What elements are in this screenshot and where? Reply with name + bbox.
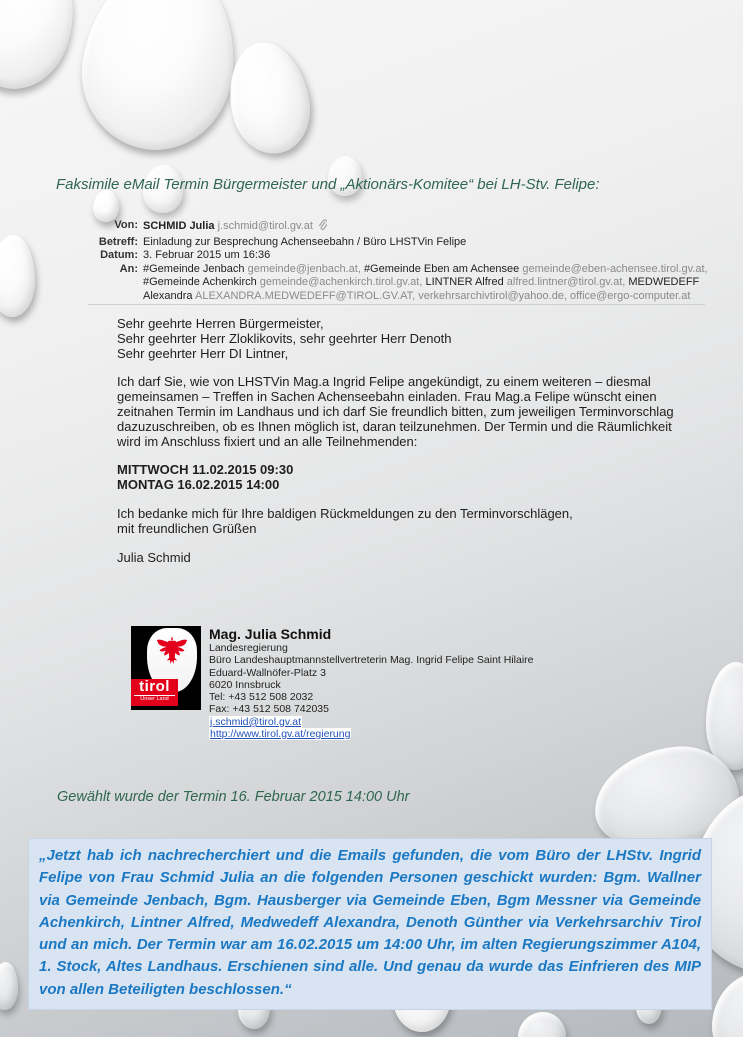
from-value bbox=[138, 219, 708, 236]
signature-line: Tel: +43 512 508 2032 bbox=[209, 691, 314, 704]
tirol-logo-wordmark bbox=[131, 679, 178, 706]
water-droplet bbox=[72, 0, 246, 160]
signature-text bbox=[201, 626, 534, 740]
page-title: Faksimile eMail Termin Bürgermeister und „Aktionärs-Komitee“ bei LH-Stv. Felipe: bbox=[56, 176, 600, 193]
signature-line: 6020 Innsbruck bbox=[209, 678, 281, 691]
tirol-logo-subtext: Unser Land bbox=[134, 695, 175, 703]
date-label: Datum: bbox=[100, 249, 138, 262]
recipient-address: gemeinde@jenbach.at, bbox=[247, 262, 364, 275]
sender-address: j.schmid@tirol.gv.at bbox=[217, 220, 313, 232]
email-paragraph: Ich bedanke mich für Ihre baldigen Rückmeldungen zu den Terminvorschlägen, mit freundlichen Grüßen bbox=[117, 505, 573, 536]
water-droplet bbox=[219, 35, 319, 161]
recipient-address: gemeinde@eben-achensee.tirol.gv.at, bbox=[522, 262, 708, 275]
signature-name: Mag. Julia Schmid bbox=[209, 626, 332, 642]
signature-lines bbox=[209, 642, 534, 716]
chosen-date-line: Gewählt wurde der Termin 16. Februar 2015 14:00 Uhr bbox=[57, 789, 410, 805]
recipient-name: LINTNER Alfred bbox=[425, 276, 507, 289]
water-droplet bbox=[0, 0, 90, 102]
signature-line: Landesregierung bbox=[209, 642, 288, 654]
recipient-address: office@ergo-computer.at bbox=[570, 289, 691, 302]
email-date-row bbox=[88, 249, 708, 263]
signature-web-link[interactable]: http://www.tirol.gv.at/regierung bbox=[210, 728, 351, 741]
water-droplet bbox=[712, 972, 743, 1037]
email-paragraph: Sehr geehrte Herren Bürgermeister, Sehr geehrter Herr Zloklikovits, sehr geehrter Herr Denoth Sehr geehrter Herr DI Lintner, bbox=[117, 316, 452, 361]
date-value: 3. Februar 2015 um 16:36 bbox=[143, 249, 271, 262]
recipient-name: MEDWEDEFF Alexandra bbox=[143, 276, 700, 302]
email-paragraph: Ich darf Sie, wie von LHSTVin Mag.a Ingrid Felipe angekündigt, zu einem weiteren – diesmal gemeinsamen – Treffen in Sachen Achenseebahn einladen. Frau Mag.a Felipe wünscht einen zeitnahen Termin im Landhaus und ich darf Sie freundlich bitten, zum jeweiligen Terminvorschlag dazuzuschreiben, ob es Ihnen möglich ist, daran teilzunehmen. Der Termin und die Räumlichkeit wird im Anschluss fixiert und an alle Teilnehmenden: bbox=[117, 374, 674, 449]
recipient-list bbox=[138, 263, 708, 304]
tirol-logo bbox=[131, 626, 201, 710]
signature-line: Eduard-Wallnöfer-Platz 3 bbox=[209, 666, 326, 679]
email-from-row bbox=[88, 219, 708, 236]
water-droplet bbox=[0, 962, 18, 1010]
paperclip-icon bbox=[317, 219, 327, 236]
water-droplet bbox=[0, 235, 35, 317]
subject-label: Betreff: bbox=[98, 235, 138, 248]
recipient-name: #Gemeinde Eben am Achensee bbox=[363, 262, 523, 275]
subject-value: Einladung zur Besprechung Achenseebahn / Büro LHSTVin Felipe bbox=[143, 235, 467, 248]
quote-text: „Jetzt hab ich nachrecherchiert und die Emails gefunden, die vom Büro der LHStv. Ingrid Felipe von Frau Schmid Julia an die folgenden Personen geschickt wurden: Bgm. Wallner via Gemeinde Jenbach, Bgm. Hausberger via Gemeinde Eben, Bgm Messner via Gemeinde Achenkirch, Lintner Alfred, Medwedeff Alexandra, Denoth Günther via Verkehrsarchiv Tirol und an mich. Der Termin war am 16.02.2015 um 14:00 Uhr, im alten Regierungszimmer A104, 1. Stock, Altes Landhaus. Erschienen sind alle. Und genau da wurde das Einfrieren des MIP von allen Beteiligten beschlossen.“ bbox=[39, 847, 701, 998]
signature-block bbox=[131, 626, 534, 740]
water-droplet bbox=[93, 190, 119, 222]
header-divider bbox=[88, 304, 705, 305]
signature-email-link[interactable]: j.schmid@tirol.gv.at bbox=[210, 715, 301, 728]
quote-block bbox=[28, 838, 712, 1010]
water-droplet bbox=[518, 1012, 566, 1037]
recipient-name: #Gemeinde Achenkirch bbox=[143, 276, 260, 289]
email-header bbox=[88, 219, 708, 304]
signature-line: Büro Landeshauptmannstellvertreterin Mag. Ingrid Felipe Saint Hilaire bbox=[209, 654, 534, 667]
from-label: Von: bbox=[114, 219, 138, 231]
to-label: An: bbox=[119, 262, 138, 275]
signature-line: Fax: +43 512 508 742035 bbox=[209, 703, 329, 716]
sender-name: SCHMID Julia bbox=[143, 220, 215, 232]
recipient-address: alfred.lintner@tirol.gv.at, bbox=[506, 276, 629, 289]
email-paragraph: MITTWOCH 11.02.2015 09:30 MONTAG 16.02.2015 14:00 bbox=[117, 462, 294, 493]
email-subject-row bbox=[88, 236, 708, 250]
tirol-logo-text: tirol bbox=[139, 678, 170, 695]
recipient-address: gemeinde@achenkirch.tirol.gv.at, bbox=[259, 276, 426, 289]
recipient-name: #Gemeinde Jenbach bbox=[143, 262, 248, 275]
email-to-row bbox=[88, 263, 708, 304]
recipient-address: verkehrsarchivtirol@yahoo.de, bbox=[418, 289, 571, 302]
email-paragraph: Julia Schmid bbox=[117, 549, 191, 565]
email-body bbox=[117, 317, 677, 579]
recipient-address: ALEXANDRA.MEDWEDEFF@TIROL.GV.AT, bbox=[194, 289, 419, 302]
